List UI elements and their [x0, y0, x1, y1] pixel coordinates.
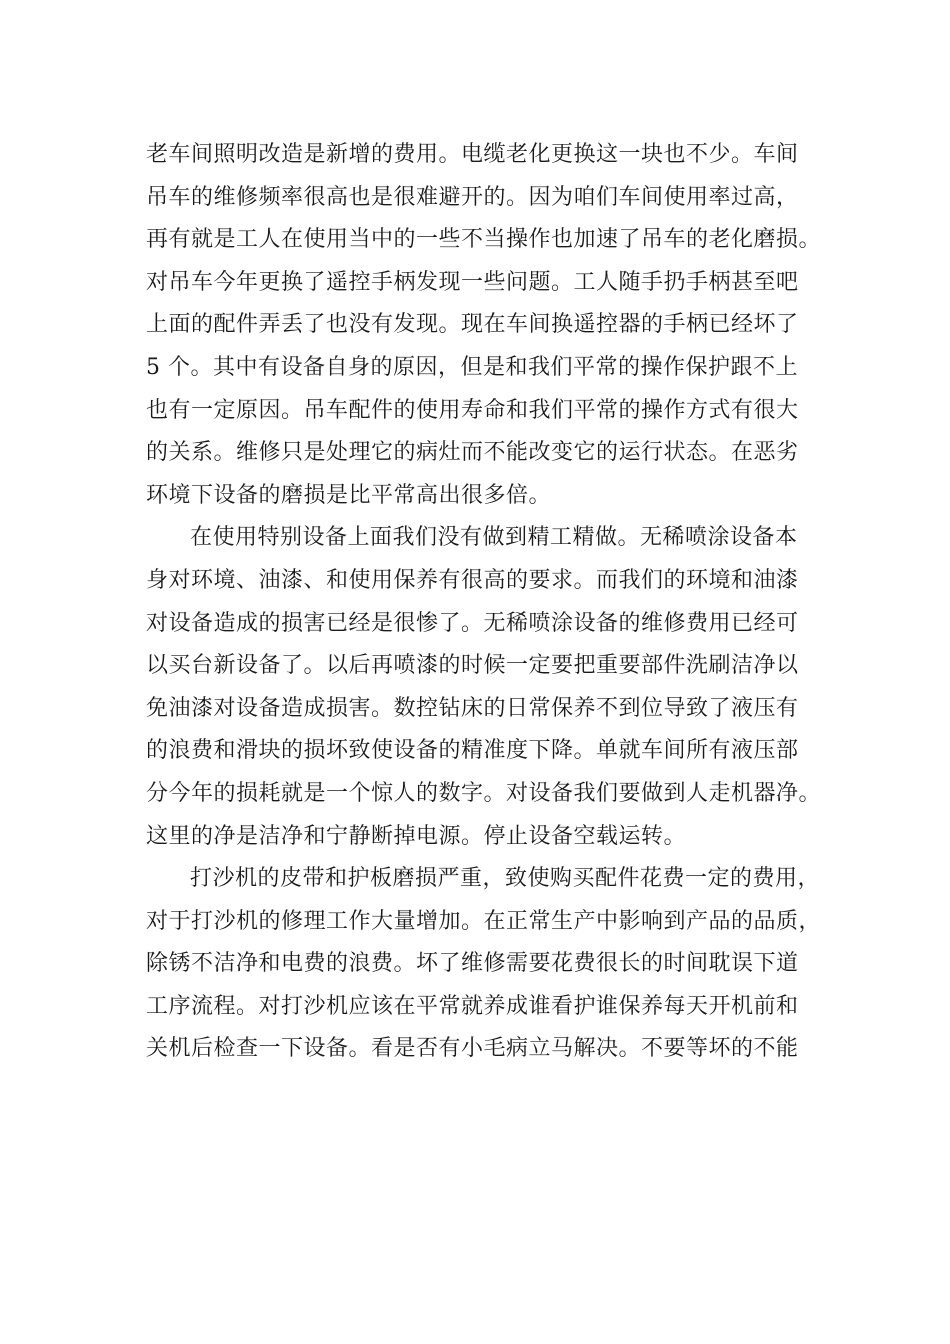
- text-line: 这里的净是洁净和宁静断掉电源。停止设备空载运转。: [146, 823, 687, 849]
- paragraph-1: [146, 134, 846, 517]
- text-line: 的关系。维修只是处理它的病灶而不能改变它的运行状态。在恶劣: [146, 440, 799, 466]
- text-line: 5 个。其中有设备自身的原因，但是和我们平常的操作保护跟不上: [146, 354, 798, 380]
- text-line: 关机后检查一下设备。看是否有小毛病立马解决。不要等坏的不能: [146, 1036, 799, 1062]
- document-body: [146, 134, 846, 1071]
- text-line: 分今年的损耗就是一个惊人的数字。对设备我们要做到人走机器净。: [146, 780, 822, 806]
- text-line: 老车间照明改造是新增的费用。电缆老化更换这一块也不少。车间: [146, 142, 799, 167]
- text-line: 对于打沙机的修理工作大量增加。在正常生产中影响到产品的品质，: [146, 908, 822, 934]
- text-line: 也有一定原因。吊车配件的使用寿命和我们平常的操作方式有很大: [146, 397, 799, 423]
- text-line: 对设备造成的损害已经是很惨了。无稀喷涂设备的维修费用已经可: [146, 610, 799, 636]
- text-line: 环境下设备的磨损是比平常高出很多倍。: [146, 482, 552, 508]
- text-line: 在使用特别设备上面我们没有做到精工精做。无稀喷涂设备本: [190, 525, 798, 551]
- text-line: 打沙机的皮带和护板磨损严重，致使购买配件花费一定的费用，: [190, 866, 821, 892]
- text-line: 吊车的维修频率很高也是很难避开的。因为咱们车间使用率过高，: [146, 184, 799, 210]
- text-line: 上面的配件弄丢了也没有发现。现在车间换遥控器的手柄已经坏了: [146, 312, 799, 338]
- paragraph-2: [146, 517, 846, 858]
- text-line: 免油漆对设备造成损害。数控钻床的日常保养不到位导致了液压有: [146, 695, 799, 721]
- text-line: 再有就是工人在使用当中的一些不当操作也加速了吊车的老化磨损。: [146, 227, 822, 253]
- text-line: 对吊车今年更换了遥控手柄发现一些问题。工人随手扔手柄甚至吧: [146, 269, 799, 295]
- text-line: 以买台新设备了。以后再喷漆的时候一定要把重要部件洗刷洁净以: [146, 653, 799, 679]
- text-line: 除锈不洁净和电费的浪费。坏了维修需要花费很长的时间耽误下道: [146, 951, 799, 977]
- text-line: 身对环境、油漆、和使用保养有很高的要求。而我们的环境和油漆: [146, 567, 799, 593]
- paragraph-3: [146, 858, 846, 1071]
- text-line: 工序流程。对打沙机应该在平常就养成谁看护谁保养每天开机前和: [146, 993, 799, 1019]
- text-line: 的浪费和滑块的损坏致使设备的精准度下降。单就车间所有液压部: [146, 738, 799, 764]
